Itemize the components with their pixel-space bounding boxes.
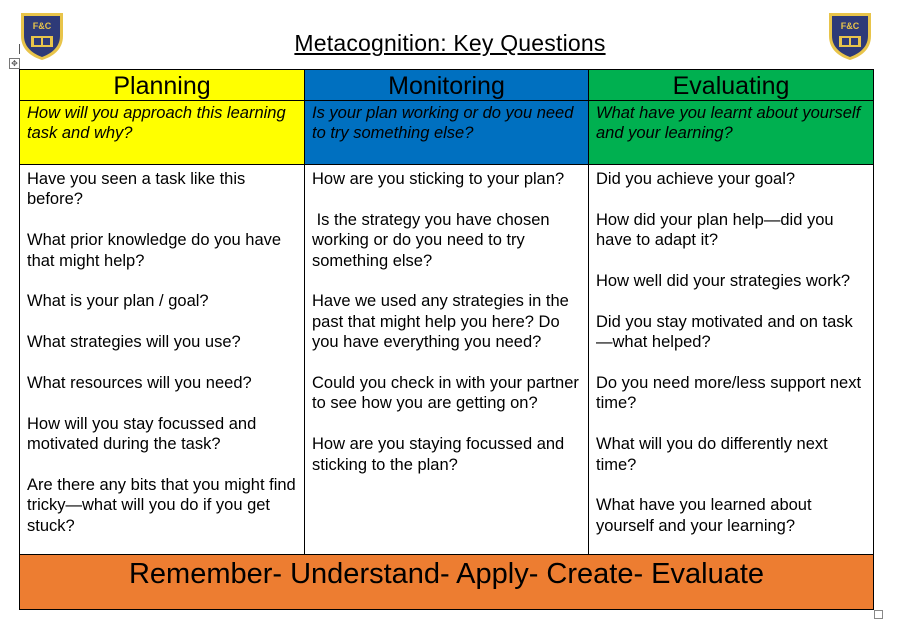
key-questions-table <box>19 69 874 610</box>
question: What strategies will you use? <box>27 333 241 352</box>
question: How are you sticking to your plan? <box>312 170 565 188</box>
question: How well did your strategies work? <box>596 272 851 290</box>
monitoring-column <box>305 70 589 554</box>
question: What will you do differently next time? <box>596 435 828 474</box>
question: How are you staying focussed and sticking to the plan? <box>312 435 565 474</box>
monitoring-questions <box>305 165 588 475</box>
table-resize-handle[interactable] <box>874 610 883 619</box>
question: Do you need more/less support next time? <box>596 374 862 413</box>
question: What prior knowledge do you have that might help? <box>27 231 282 270</box>
page-title: Metacognition: Key Questions <box>294 30 606 56</box>
question: Could you check in with your partner to see how you are getting on? <box>312 374 579 413</box>
svg-text:F&C: F&C <box>840 21 860 31</box>
column-heading-monitoring: Monitoring <box>305 70 588 101</box>
question: What is your plan / goal? <box>27 292 209 311</box>
evaluating-column <box>589 70 873 554</box>
planning-column <box>20 70 305 554</box>
column-heading-planning: Planning <box>20 70 304 101</box>
question: How will you stay focussed and motivated during the task? <box>27 414 257 454</box>
question: What have you learned about yourself and your learning? <box>596 496 812 535</box>
question: How did your plan help—did you have to adapt it? <box>596 210 834 250</box>
column-subheading-monitoring: Is your plan working or do you need to try something else? <box>305 101 588 165</box>
question: Have we used any strategies in the past that might help you here? Do you have everything you need? <box>312 292 569 352</box>
question: Is the strategy you have chosen working or do you need to try something else? <box>312 210 555 270</box>
table-move-handle-icon[interactable]: ✥ <box>9 58 20 69</box>
column-subheading-planning: How will you approach this learning task and why? <box>20 101 304 165</box>
question: Did you stay motivated and on task—what helped? <box>596 312 853 352</box>
evaluating-questions <box>589 165 873 536</box>
question: Have you seen a task like this before? <box>27 170 246 209</box>
question: Did you achieve your goal? <box>596 170 796 188</box>
svg-text:F&C: F&C <box>32 21 52 31</box>
planning-questions <box>20 165 304 536</box>
column-subheading-evaluating: What have you learnt about yourself and your learning? <box>589 101 873 165</box>
question: What resources will you need? <box>27 374 252 392</box>
column-heading-evaluating: Evaluating <box>589 70 873 101</box>
question: Are there any bits that you might find tricky—what will you do if you get stuck? <box>27 476 296 535</box>
blooms-footer-banner: Remember- Understand- Apply- Create- Evaluate <box>20 554 873 609</box>
